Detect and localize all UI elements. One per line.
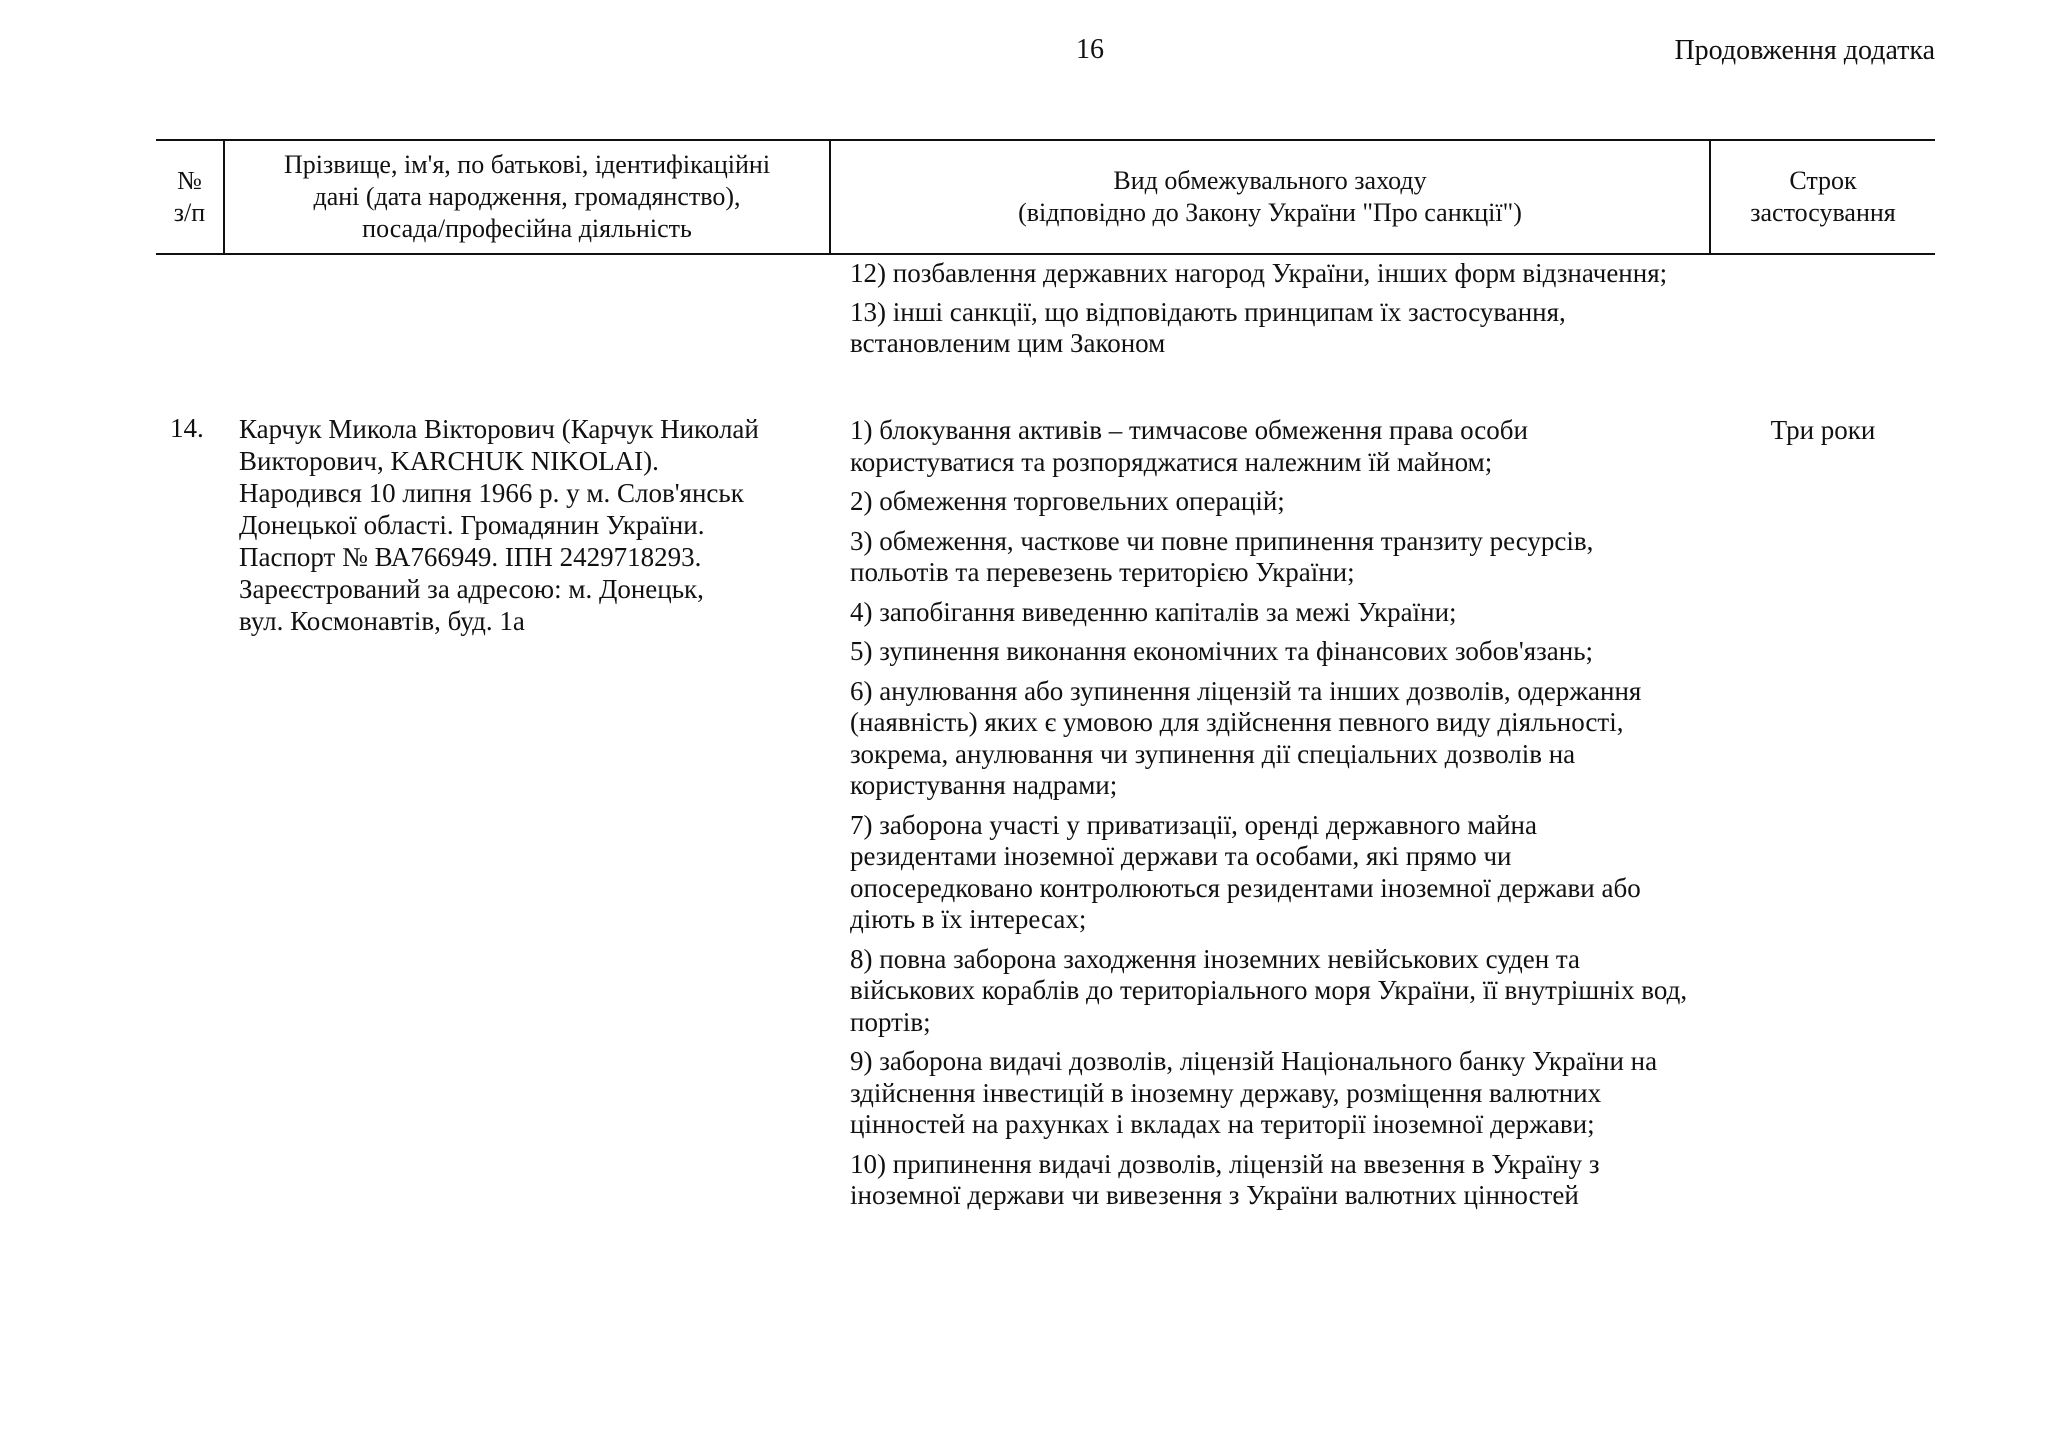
measure-item: 1) блокування активів – тимчасове обмеження права особи користуватися та розпоряджатися належним їй майном; [850, 415, 1528, 477]
measure-item: 10) припинення видачі дозволів, ліцензій на ввезення в Україну з іноземної держави чи вивезення з України валютних цінностей [850, 1148, 1600, 1210]
table-header [156, 139, 1935, 255]
measure-item: 6) анулювання або зупинення ліцензій та інших дозволів, одержання (наявність) яких є умовою для здійснення певного виду діяльності, зокрема, анулювання чи зупинення дії спеціальних дозволів на користування надрами; [850, 675, 1642, 800]
measure-item: 13) інші санкції, що відповідають принципам їх застосування, встановленим цим Законом [850, 297, 1566, 358]
measure-item: 8) повна заборона заходження іноземних невійськових суден та військових кораблів до територіального моря України, її внутрішніх вод, портів; [850, 943, 1688, 1037]
sanction-measures [850, 415, 1690, 1220]
page-number: 16 [1076, 34, 1104, 65]
measure-item: 2) обмеження торговельних операцій; [850, 486, 1285, 516]
row-number: 14. [170, 413, 204, 443]
continued-measures [850, 258, 1690, 367]
header-term-column: Строк застосування [1709, 141, 1935, 253]
measure-item: 4) запобігання виведенню капіталів за межі України; [850, 596, 1457, 627]
measure-item: 5) зупинення виконання економічних та фінансових зобов'язань; [850, 636, 1594, 666]
measure-item: 9) заборона видачі дозволів, ліцензій Національного банку України на здійснення інвестицій в іноземну державу, розміщення валютних цінностей на рахунках і вкладах на території іноземної держави; [850, 1046, 1658, 1139]
person-details: Карчук Микола Вікторович (Карчук Николай Викторович, KARCHUK NIKOLAI). Народився 10 липня 1966 р. у м. Слов'янськ Донецької області. Громадянин України. Паспорт № ВА766949. ІПН 2429718293. Зареєстрований за адресою: м. Донецьк, вул. Космонавтів, буд. 1а [239, 414, 759, 636]
application-term: Три роки [1770, 415, 1876, 445]
measure-item: 12) позбавлення державних нагород України, інших форм відзначення; [850, 258, 1668, 288]
header-person-column: Прізвище, ім'я, по батькові, ідентифікаційні дані (дата народження, громадянство), посада/професійна діяльність [223, 141, 829, 253]
measure-item: 3) обмеження, часткове чи повне припинення транзиту ресурсів, польотів та перевезень територією України; [850, 525, 1594, 587]
continuation-label: Продовження додатка [1674, 35, 1935, 66]
header-measure-column: Вид обмежувального заходу (відповідно до Закону України "Про санкції") [829, 141, 1709, 253]
measure-item: 7) заборона участі у приватизації, оренді державного майна резидентами іноземної держави та особами, які прямо чи опосередковано контролюються резидентами іноземної держави або діють в їх інтересах; [850, 809, 1641, 934]
header-number-column: № з/п [173, 166, 206, 227]
